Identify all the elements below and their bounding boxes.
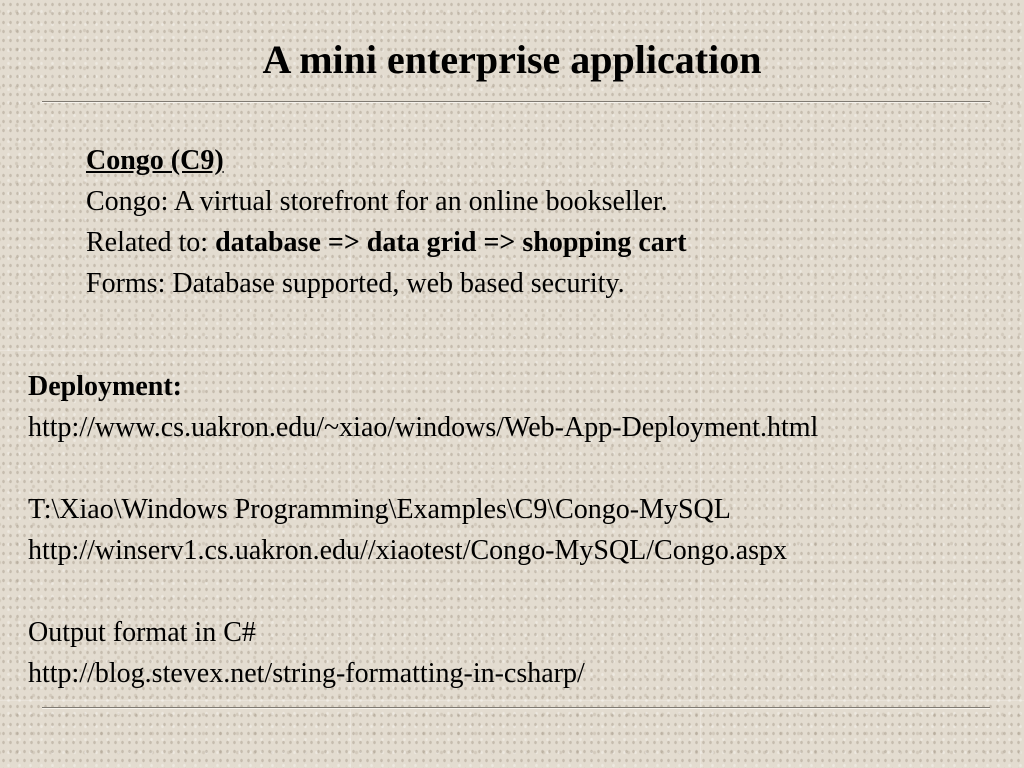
related-line	[86, 222, 687, 263]
deployment-heading: Deployment:	[28, 371, 182, 402]
output-format-link[interactable]: http://blog.stevex.net/string-formatting-in-csharp/	[28, 658, 585, 689]
output-format-label: Output format in C#	[28, 617, 256, 648]
background-seam	[0, 350, 1024, 351]
deployment-block	[28, 366, 818, 694]
top-divider	[42, 101, 990, 103]
forms-line: Forms: Database supported, web based security.	[86, 268, 625, 299]
spacer	[28, 571, 818, 612]
deployment-link[interactable]: http://www.cs.uakron.edu/~xiao/windows/Web-App-Deployment.html	[28, 412, 819, 443]
local-path: T:\Xiao\Windows Programming\Examples\C9\Congo-MySQL	[28, 494, 731, 525]
slide-title: A mini enterprise application	[262, 37, 762, 82]
spacer	[28, 448, 818, 489]
related-value: database => data grid => shopping cart	[215, 227, 687, 258]
background-seam	[0, 700, 1024, 701]
congo-description: Congo: A virtual storefront for an online bookseller.	[86, 186, 668, 217]
bottom-divider	[42, 707, 990, 709]
intro-block	[86, 140, 687, 304]
congo-heading: Congo (C9)	[86, 145, 224, 176]
server-link[interactable]: http://winserv1.cs.uakron.edu//xiaotest/Congo-MySQL/Congo.aspx	[28, 535, 788, 566]
related-prefix: Related to:	[86, 227, 216, 258]
